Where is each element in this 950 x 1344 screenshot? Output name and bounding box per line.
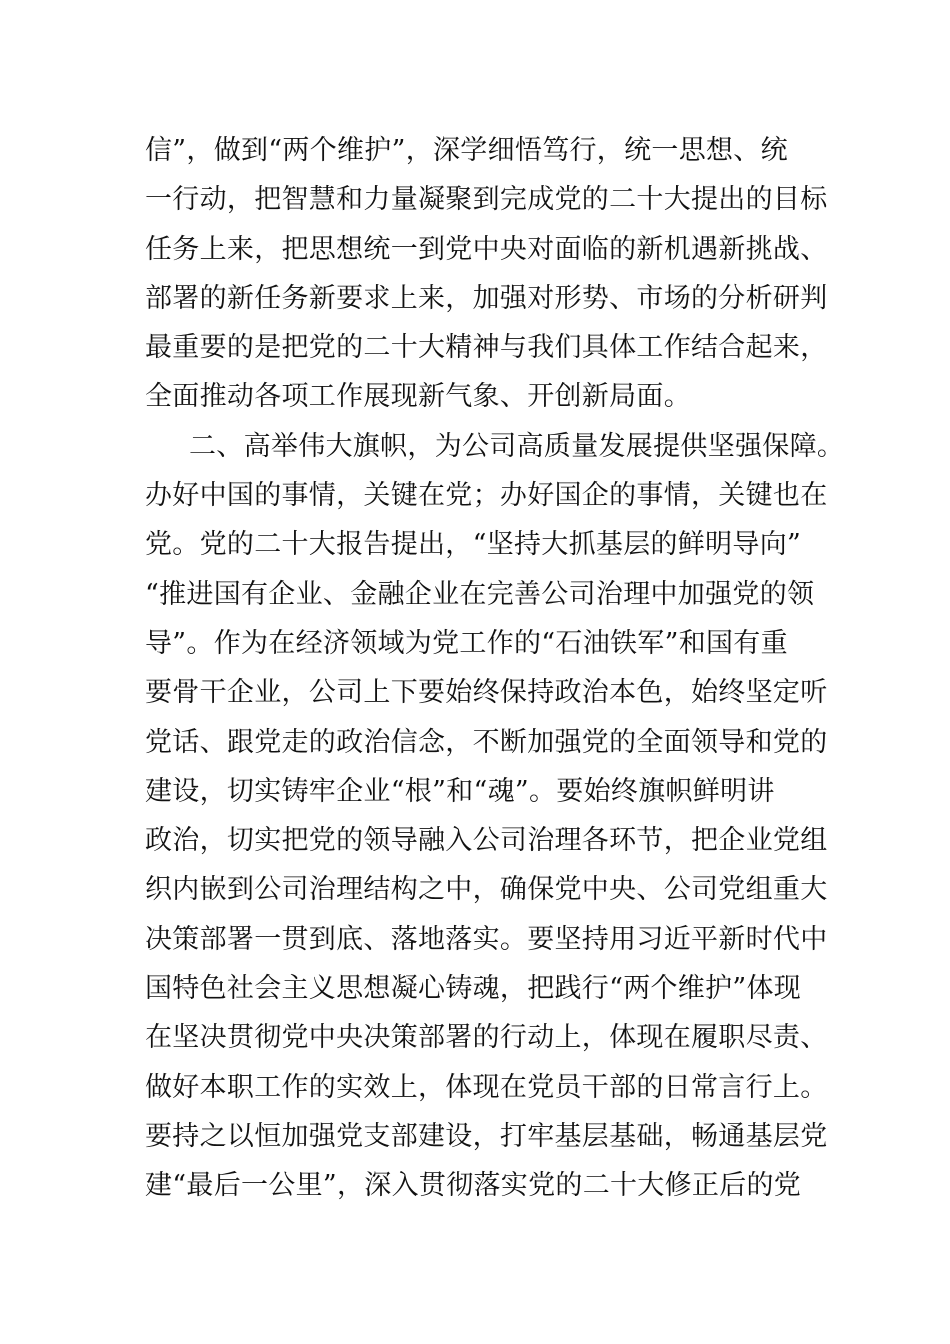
text-line-18: 国特色社会主义思想凝心铸魂，把践行“两个维护”体现 <box>145 973 802 1005</box>
section-heading-line: 二、高举伟大旗帜，为公司高质量发展提供坚强保障。 <box>189 430 845 462</box>
text-line-9: 党。党的二十大报告提出，“坚持大抓基层的鲜明导向” <box>145 529 802 561</box>
text-line-6: 全面推动各项工作展现新气象、开创新局面。 <box>145 381 691 413</box>
text-line-15: 政治，切实把党的领导融入公司治理各环节，把企业党组 <box>145 825 828 857</box>
document-body <box>145 126 845 1211</box>
text-line-16: 织内嵌到公司治理结构之中，确保党中央、公司党组重大 <box>145 874 828 906</box>
text-line-14: 建设，切实铸牢企业“根”和“魂”。要始终旗帜鲜明讲 <box>145 775 775 807</box>
text-line-5: 最重要的是把党的二十大精神与我们具体工作结合起来， <box>145 332 828 364</box>
text-line-10: “推进国有企业、金融企业在完善公司治理中加强党的领 <box>145 578 815 610</box>
text-line-21: 要持之以恒加强党支部建设，打牢基层基础，畅通基层党 <box>145 1120 828 1152</box>
text-line-22: 建“最后一公里”，深入贯彻落实党的二十大修正后的党 <box>145 1170 802 1202</box>
text-line-13: 党话、跟党走的政治信念，不断加强党的全面领导和党的 <box>145 726 828 758</box>
text-line-12: 要骨干企业，公司上下要始终保持政治本色，始终坚定听 <box>145 677 828 709</box>
text-line-4: 部署的新任务新要求上来，加强对形势、市场的分析研判 <box>145 282 828 314</box>
text-line-8: 办好中国的事情，关键在党；办好国企的事情，关键也在 <box>145 480 828 512</box>
text-line-1: 信”，做到“两个维护”，深学细悟笃行，统一思想、统 <box>145 135 788 166</box>
text-line-19: 在坚决贯彻党中央决策部署的行动上，体现在履职尽责、 <box>145 1022 828 1054</box>
text-line-11: 导”。作为在经济领域为党工作的“石油铁军”和国有重 <box>145 627 788 659</box>
text-line-3: 任务上来，把思想统一到党中央对面临的新机遇新挑战、 <box>145 233 828 265</box>
text-line-20: 做好本职工作的实效上，体现在党员干部的日常言行上。 <box>145 1071 828 1103</box>
text-line-17: 决策部署一贯到底、落地落实。要坚持用习近平新时代中 <box>145 923 828 955</box>
text-line-2: 一行动，把智慧和力量凝聚到完成党的二十大提出的目标 <box>145 184 828 216</box>
